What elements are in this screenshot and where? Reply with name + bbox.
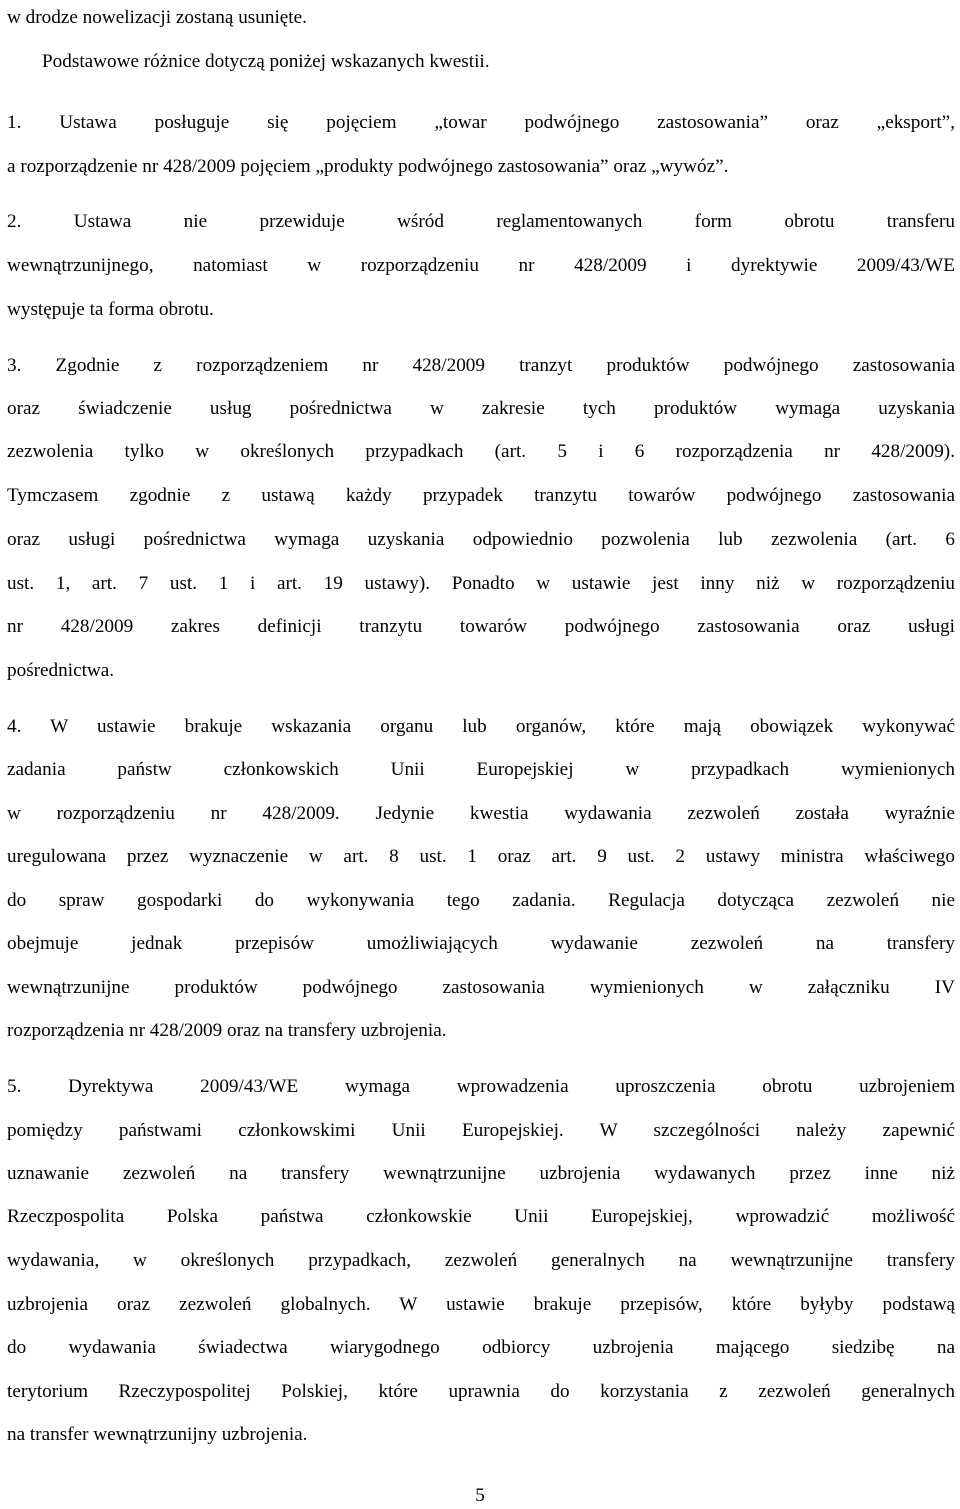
paragraph-line: występuje ta forma obrotu. [7,299,214,320]
paragraph-line: Tymczasem zgodnie z ustawą każdy przypadek tranzytu towarów podwójnego zastosowania [7,485,955,506]
paragraph-line: uznawanie zezwoleń na transfery wewnątrzunijne uzbrojenia wydawanych przez inne niż [7,1163,955,1184]
paragraph-line: Rzeczpospolita Polska państwa członkowskie Unii Europejskiej, wprowadzić możliwość [7,1206,955,1227]
paragraph-line: do wydawania świadectwa wiarygodnego odbiorcy uzbrojenia mającego siedzibę na [7,1337,955,1358]
paragraph-line: ust. 1, art. 7 ust. 1 i art. 19 ustawy). Ponadto w ustawie jest inny niż w rozporządzeniu [7,573,955,594]
paragraph-line: do spraw gospodarki do wykonywania tego zadania. Regulacja dotycząca zezwoleń nie [7,890,955,911]
paragraph-line: uzbrojenia oraz zezwoleń globalnych. W ustawie brakuje przepisów, które byłyby podstawą [7,1294,955,1315]
paragraph-line: zezwolenia tylko w określonych przypadkach (art. 5 i 6 rozporządzenia nr 428/2009). [7,441,955,462]
paragraph-line: oraz usługi pośrednictwa wymaga uzyskania odpowiednio pozwolenia lub zezwolenia (art. 6 [7,529,955,550]
paragraph-line: 1. Ustawa posługuje się pojęciem „towar podwójnego zastosowania” oraz „eksport”, [7,112,955,133]
paragraph-line: obejmuje jednak przepisów umożliwiających wydawanie zezwoleń na transfery [7,933,955,954]
paragraph-line: terytorium Rzeczypospolitej Polskiej, które uprawnia do korzystania z zezwoleń generalnych [7,1381,955,1402]
paragraph-line: 2. Ustawa nie przewiduje wśród reglamentowanych form obrotu transferu [7,211,955,232]
paragraph-line: na transfer wewnątrzunijny uzbrojenia. [7,1424,308,1445]
paragraph-line: a rozporządzenie nr 428/2009 pojęciem „produkty podwójnego zastosowania” oraz „wywóz”. [7,156,729,177]
paragraph-line: pośrednictwa. [7,660,115,681]
paragraph-line: pomiędzy państwami członkowskimi Unii Europejskiej. W szczególności należy zapewnić [7,1120,955,1141]
paragraph-line: oraz świadczenie usług pośrednictwa w zakresie tych produktów wymaga uzyskania [7,398,955,419]
paragraph-line: w drodze nowelizacji zostaną usunięte. [7,7,307,28]
paragraph-line: 4. W ustawie brakuje wskazania organu lub organów, które mają obowiązek wykonywać [7,716,955,737]
paragraph-line: zadania państw członkowskich Unii Europejskiej w przypadkach wymienionych [7,759,955,780]
paragraph-line: w rozporządzeniu nr 428/2009. Jedynie kwestia wydawania zezwoleń została wyraźnie [7,803,955,824]
paragraph-line: Podstawowe różnice dotyczą poniżej wskazanych kwestii. [42,51,490,72]
paragraph-line: uregulowana przez wyznaczenie w art. 8 ust. 1 oraz art. 9 ust. 2 ustawy ministra właściwego [7,846,955,867]
paragraph-line: wewnątrzunijnego, natomiast w rozporządzeniu nr 428/2009 i dyrektywie 2009/43/WE [7,255,955,276]
page-number: 5 [475,1485,485,1506]
paragraph-line: wewnątrzunijne produktów podwójnego zastosowania wymienionych w załączniku IV [7,977,955,998]
paragraph-line: 3. Zgodnie z rozporządzeniem nr 428/2009 tranzyt produktów podwójnego zastosowania [7,355,955,376]
paragraph-line: wydawania, w określonych przypadkach, zezwoleń generalnych na wewnątrzunijne transfery [7,1250,955,1271]
paragraph-line: 5. Dyrektywa 2009/43/WE wymaga wprowadzenia uproszczenia obrotu uzbrojeniem [7,1076,955,1097]
paragraph-line: rozporządzenia nr 428/2009 oraz na transfery uzbrojenia. [7,1020,447,1041]
paragraph-line: nr 428/2009 zakres definicji tranzytu towarów podwójnego zastosowania oraz usługi [7,616,955,637]
